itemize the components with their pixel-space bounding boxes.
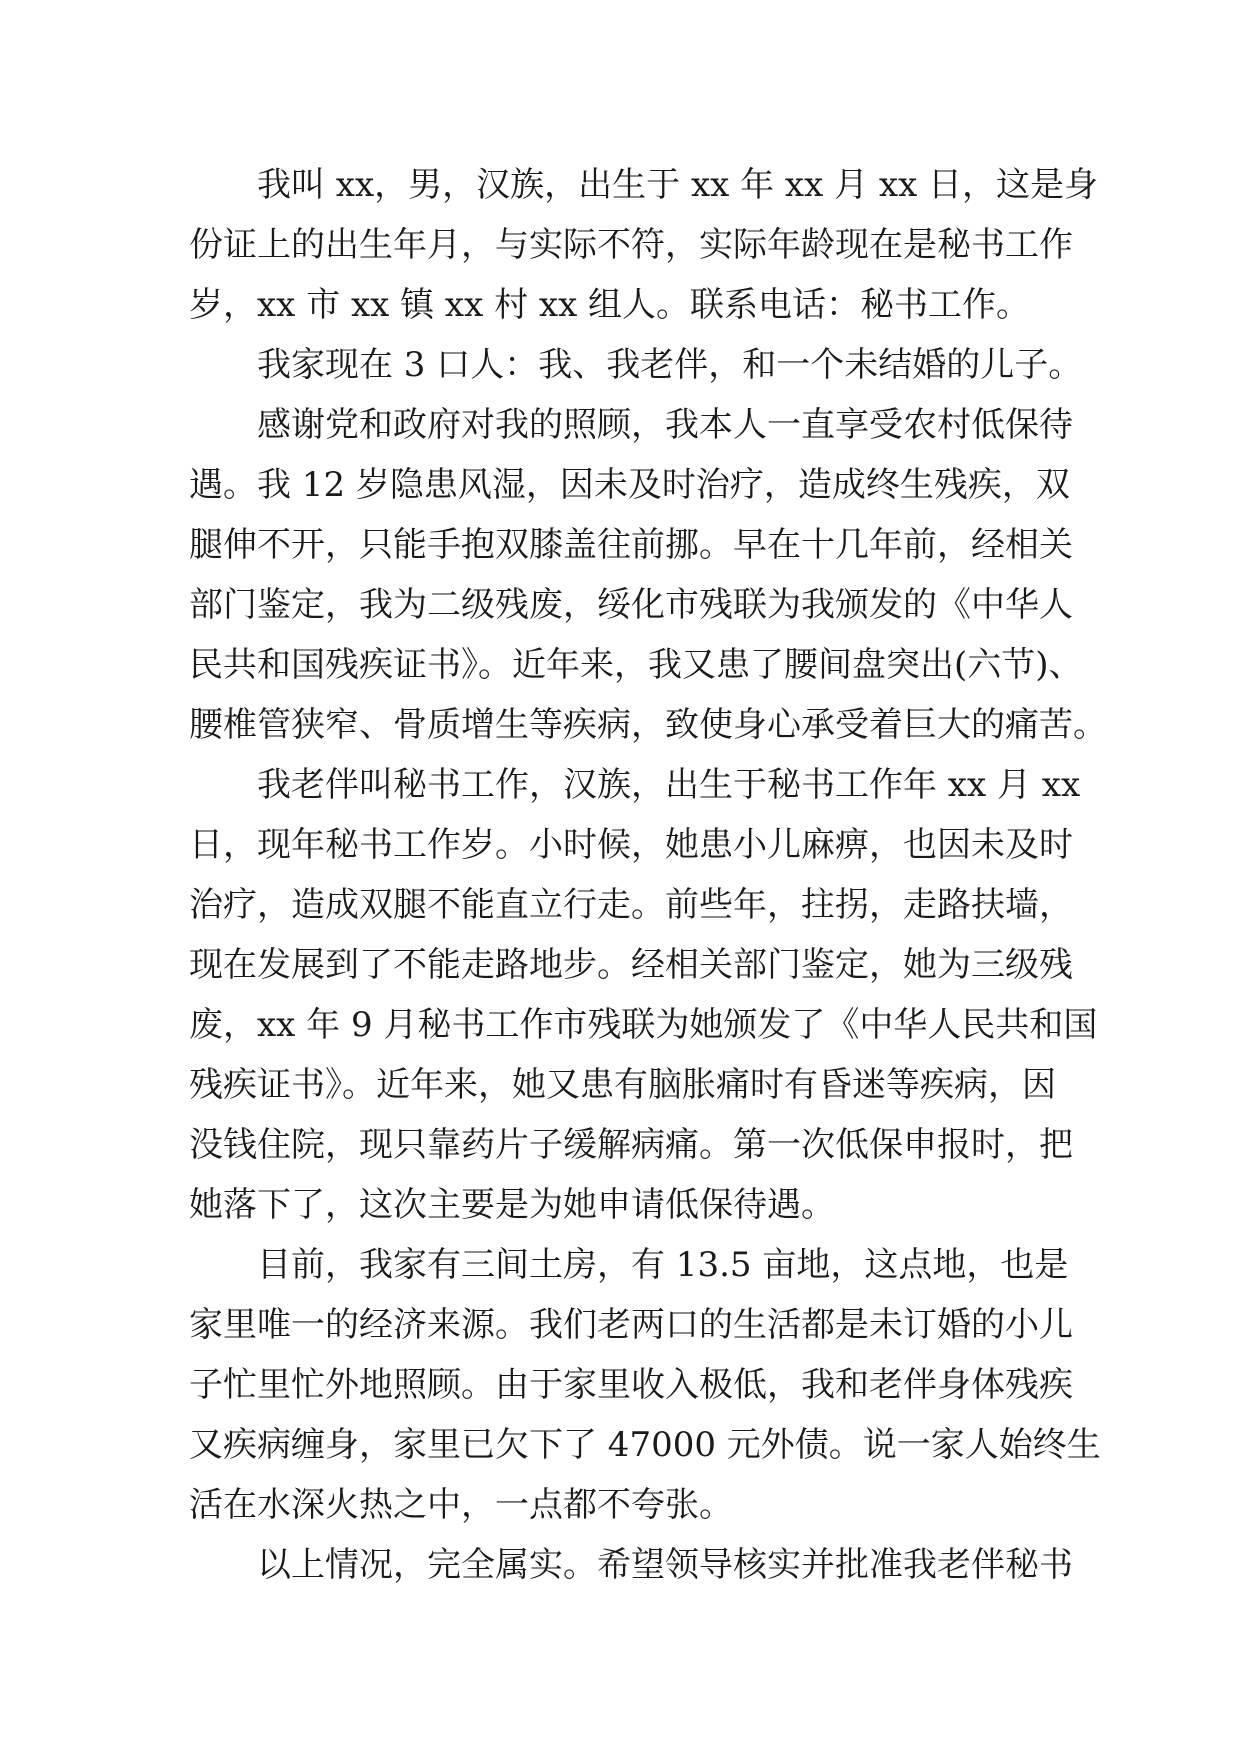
text-line: 废，xx 年 9 月秘书工作市残联为她颁发了《中华人民共和国: [189, 1005, 1098, 1045]
paragraph-5: [189, 1235, 1101, 1535]
text-line: 又疾病缠身，家里已欠下了 47000 元外债。说一家人始终生: [189, 1425, 1101, 1465]
text-line: 我叫 xx，男，汉族，出生于 xx 年 xx 月 xx 日，这是身: [257, 165, 1099, 205]
paragraph-1: [189, 155, 1099, 335]
text-line: 份证上的出生年月，与实际不符，实际年龄现在是秘书工作: [189, 225, 1073, 265]
text-line: 民共和国残疾证书》。近年来，我又患了腰间盘突出(六节)、: [189, 645, 1083, 685]
text-line: 我家现在 3 口人：我、我老伴，和一个未结婚的儿子。: [257, 345, 1083, 385]
text-line: 目前，我家有三间土房，有 13.5 亩地，这点地，也是: [257, 1245, 1069, 1285]
text-line: 感谢党和政府对我的照顾，我本人一直享受农村低保待: [257, 405, 1073, 445]
text-line: 以上情况，完全属实。希望领导核实并批准我老伴秘书: [257, 1545, 1073, 1585]
text-line: 日，现年秘书工作岁。小时候，她患小儿麻痹，也因未及时: [189, 825, 1073, 865]
text-line: 没钱住院，现只靠药片子缓解病痛。第一次低保申报时，把: [189, 1125, 1073, 1165]
paragraph-2: [189, 335, 1083, 395]
document-body: [189, 155, 1107, 1595]
text-line: 治疗，造成双腿不能直立行走。前些年，拄拐，走路扶墙，: [189, 885, 1073, 925]
text-line: 家里唯一的经济来源。我们老两口的生活都是未订婚的小儿: [189, 1305, 1073, 1345]
paragraph-3: [189, 395, 1107, 755]
paragraph-4: [189, 755, 1098, 1235]
text-line: 我老伴叫秘书工作，汉族，出生于秘书工作年 xx 月 xx: [257, 765, 1081, 805]
text-line: 部门鉴定，我为二级残废，绥化市残联为我颁发的《中华人: [189, 585, 1073, 625]
text-line: 残疾证书》。近年来，她又患有脑胀痛时有昏迷等疾病，因: [189, 1065, 1056, 1105]
paragraph-6: [189, 1535, 1073, 1595]
text-line: 腿伸不开，只能手抱双膝盖往前挪。早在十几年前，经相关: [189, 525, 1073, 565]
text-line: 活在水深火热之中，一点都不夸张。: [189, 1485, 733, 1525]
text-line: 现在发展到了不能走路地步。经相关部门鉴定，她为三级残: [189, 945, 1073, 985]
text-line: 她落下了，这次主要是为她申请低保待遇。: [189, 1185, 835, 1225]
text-line: 岁，xx 市 xx 镇 xx 村 xx 组人。联系电话：秘书工作。: [189, 285, 1031, 325]
text-line: 遇。我 12 岁隐患风湿，因未及时治疗，造成终生残疾，双: [189, 465, 1070, 505]
text-line: 子忙里忙外地照顾。由于家里收入极低，我和老伴身体残疾: [189, 1365, 1073, 1405]
text-line: 腰椎管狭窄、骨质增生等疾病，致使身心承受着巨大的痛苦。: [189, 705, 1107, 745]
